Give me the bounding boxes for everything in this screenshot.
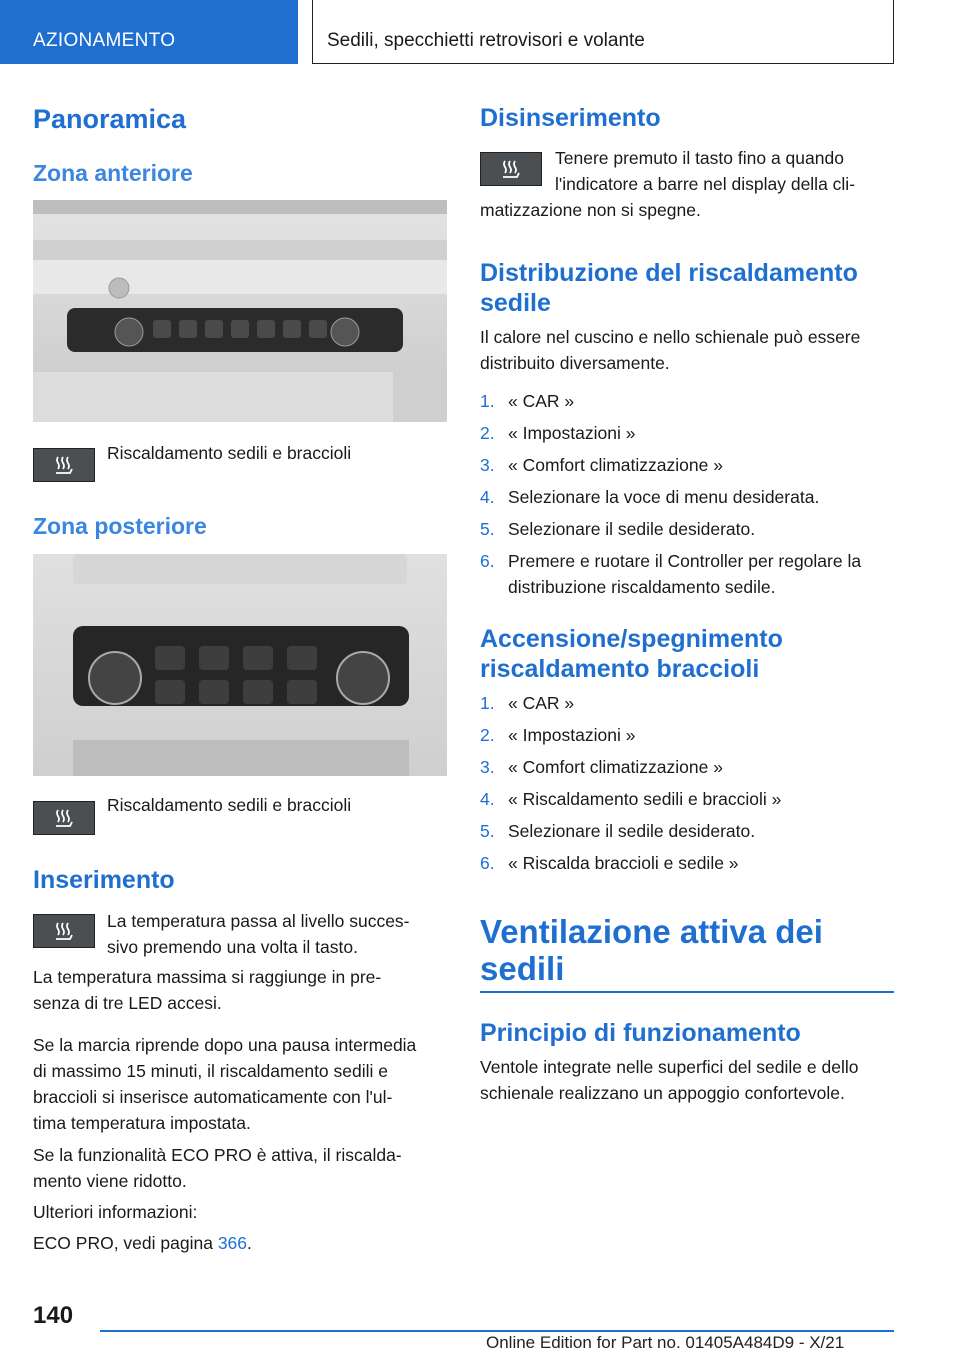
list-item: 4. Selezionare la voce di menu desiderata.	[480, 487, 820, 507]
section-divider	[480, 991, 894, 993]
front-heading: Zona anteriore	[33, 160, 193, 186]
list-item: 5. Selezionare il sedile desiderato.	[480, 519, 756, 539]
front-caption: Riscaldamento sedili e braccioli	[107, 443, 352, 463]
off-text-line2: l'indicatore a barre nel display della cli-	[555, 174, 856, 194]
para-1-line2: senza di tre LED accesi.	[33, 993, 222, 1013]
page-link-366[interactable]: 366	[217, 1233, 248, 1253]
on-text-line2: sivo premendo una volta il tasto.	[107, 937, 358, 957]
arm-heading-line2: riscaldamento braccioli	[480, 655, 760, 683]
para-5-end: .	[247, 1233, 252, 1253]
chapter-title: Sedili, specchietti retrovisori e volante	[327, 30, 645, 51]
para-2-line2: di massimo 15 minuti, il riscaldamento sedili e	[33, 1061, 388, 1081]
section-tab	[0, 0, 298, 64]
principle-line1: Ventole integrate nelle superfici del sedile e dello	[480, 1057, 859, 1077]
principle-heading: Principio di funzionamento	[480, 1019, 801, 1047]
footer-rule	[100, 1330, 894, 1332]
seat-heating-icon	[33, 914, 95, 948]
off-heading: Disinserimento	[480, 104, 661, 132]
para-5	[33, 1230, 252, 1256]
para-2-line1: Se la marcia riprende dopo una pausa intermedia	[33, 1035, 417, 1055]
list-item: 1. « CAR »	[480, 693, 575, 713]
rear-console-photo	[33, 554, 447, 776]
on-text-line1: La temperatura passa al livello succes-	[107, 911, 410, 931]
para-5-text: ECO PRO, vedi pagina	[33, 1233, 218, 1253]
list-item: 3. « Comfort climatizzazione »	[480, 757, 723, 777]
vent-title-line2: sedili	[480, 950, 565, 987]
seat-heating-icon	[33, 801, 95, 835]
front-console-photo	[33, 200, 447, 422]
dist-heading-line1: Distribuzione del riscaldamento	[480, 259, 858, 287]
dist-steps-list	[480, 388, 900, 606]
off-text-line1: Tenere premuto il tasto fino a quando	[555, 148, 844, 168]
list-item: 3. « Comfort climatizzazione »	[480, 455, 723, 475]
page-title: Panoramica	[33, 104, 187, 134]
para-3-line1: Se la funzionalità ECO PRO è attiva, il riscalda-	[33, 1145, 402, 1165]
list-item: 5. Selezionare il sedile desiderato.	[480, 821, 756, 841]
arm-heading-line1: Accensione/spegnimento	[480, 625, 783, 653]
seat-heating-icon	[480, 152, 542, 186]
principle-line2: schienale realizzano un appoggio confortevole.	[480, 1083, 845, 1103]
section-title: AZIONAMENTO	[33, 30, 176, 51]
on-heading: Inserimento	[33, 866, 175, 894]
seat-heating-icon	[33, 448, 95, 482]
list-item: 6. « Riscalda braccioli e sedile »	[480, 853, 739, 873]
vent-title-line1: Ventilazione attiva dei	[480, 913, 823, 950]
rear-caption: Riscaldamento sedili e braccioli	[107, 795, 352, 815]
arm-steps-list	[480, 690, 900, 882]
off-text-line3: matizzazione non si spegne.	[480, 200, 701, 220]
page-number: 140	[33, 1302, 74, 1329]
para-4: Ulteriori informazioni:	[33, 1202, 198, 1222]
list-item: 1. « CAR »	[480, 391, 575, 411]
list-item: 4. « Riscaldamento sedili e braccioli »	[480, 789, 782, 809]
para-2-line3: braccioli si inserisce automaticamente con l'ul-	[33, 1087, 393, 1107]
list-item: 2. « Impostazioni »	[480, 423, 636, 443]
list-item: 2. « Impostazioni »	[480, 725, 636, 745]
list-item: 6. Premere e ruotare il Controller per regolare la distribuzione riscaldamento sedile.	[480, 551, 862, 597]
dist-heading-line2: sedile	[480, 289, 551, 317]
chapter-tab	[312, 0, 894, 64]
footer-edition: Online Edition for Part no. 01405A484D9 - X/21	[486, 1333, 845, 1352]
rear-heading: Zona posteriore	[33, 513, 207, 539]
para-1-line1: La temperatura massima si raggiunge in pre-	[33, 967, 382, 987]
para-3-line2: mento viene ridotto.	[33, 1171, 187, 1191]
para-2-line4: tima temperatura impostata.	[33, 1113, 251, 1133]
dist-para-line1: Il calore nel cuscino e nello schienale può essere	[480, 327, 861, 347]
dist-para-line2: distribuito diversamente.	[480, 353, 670, 373]
